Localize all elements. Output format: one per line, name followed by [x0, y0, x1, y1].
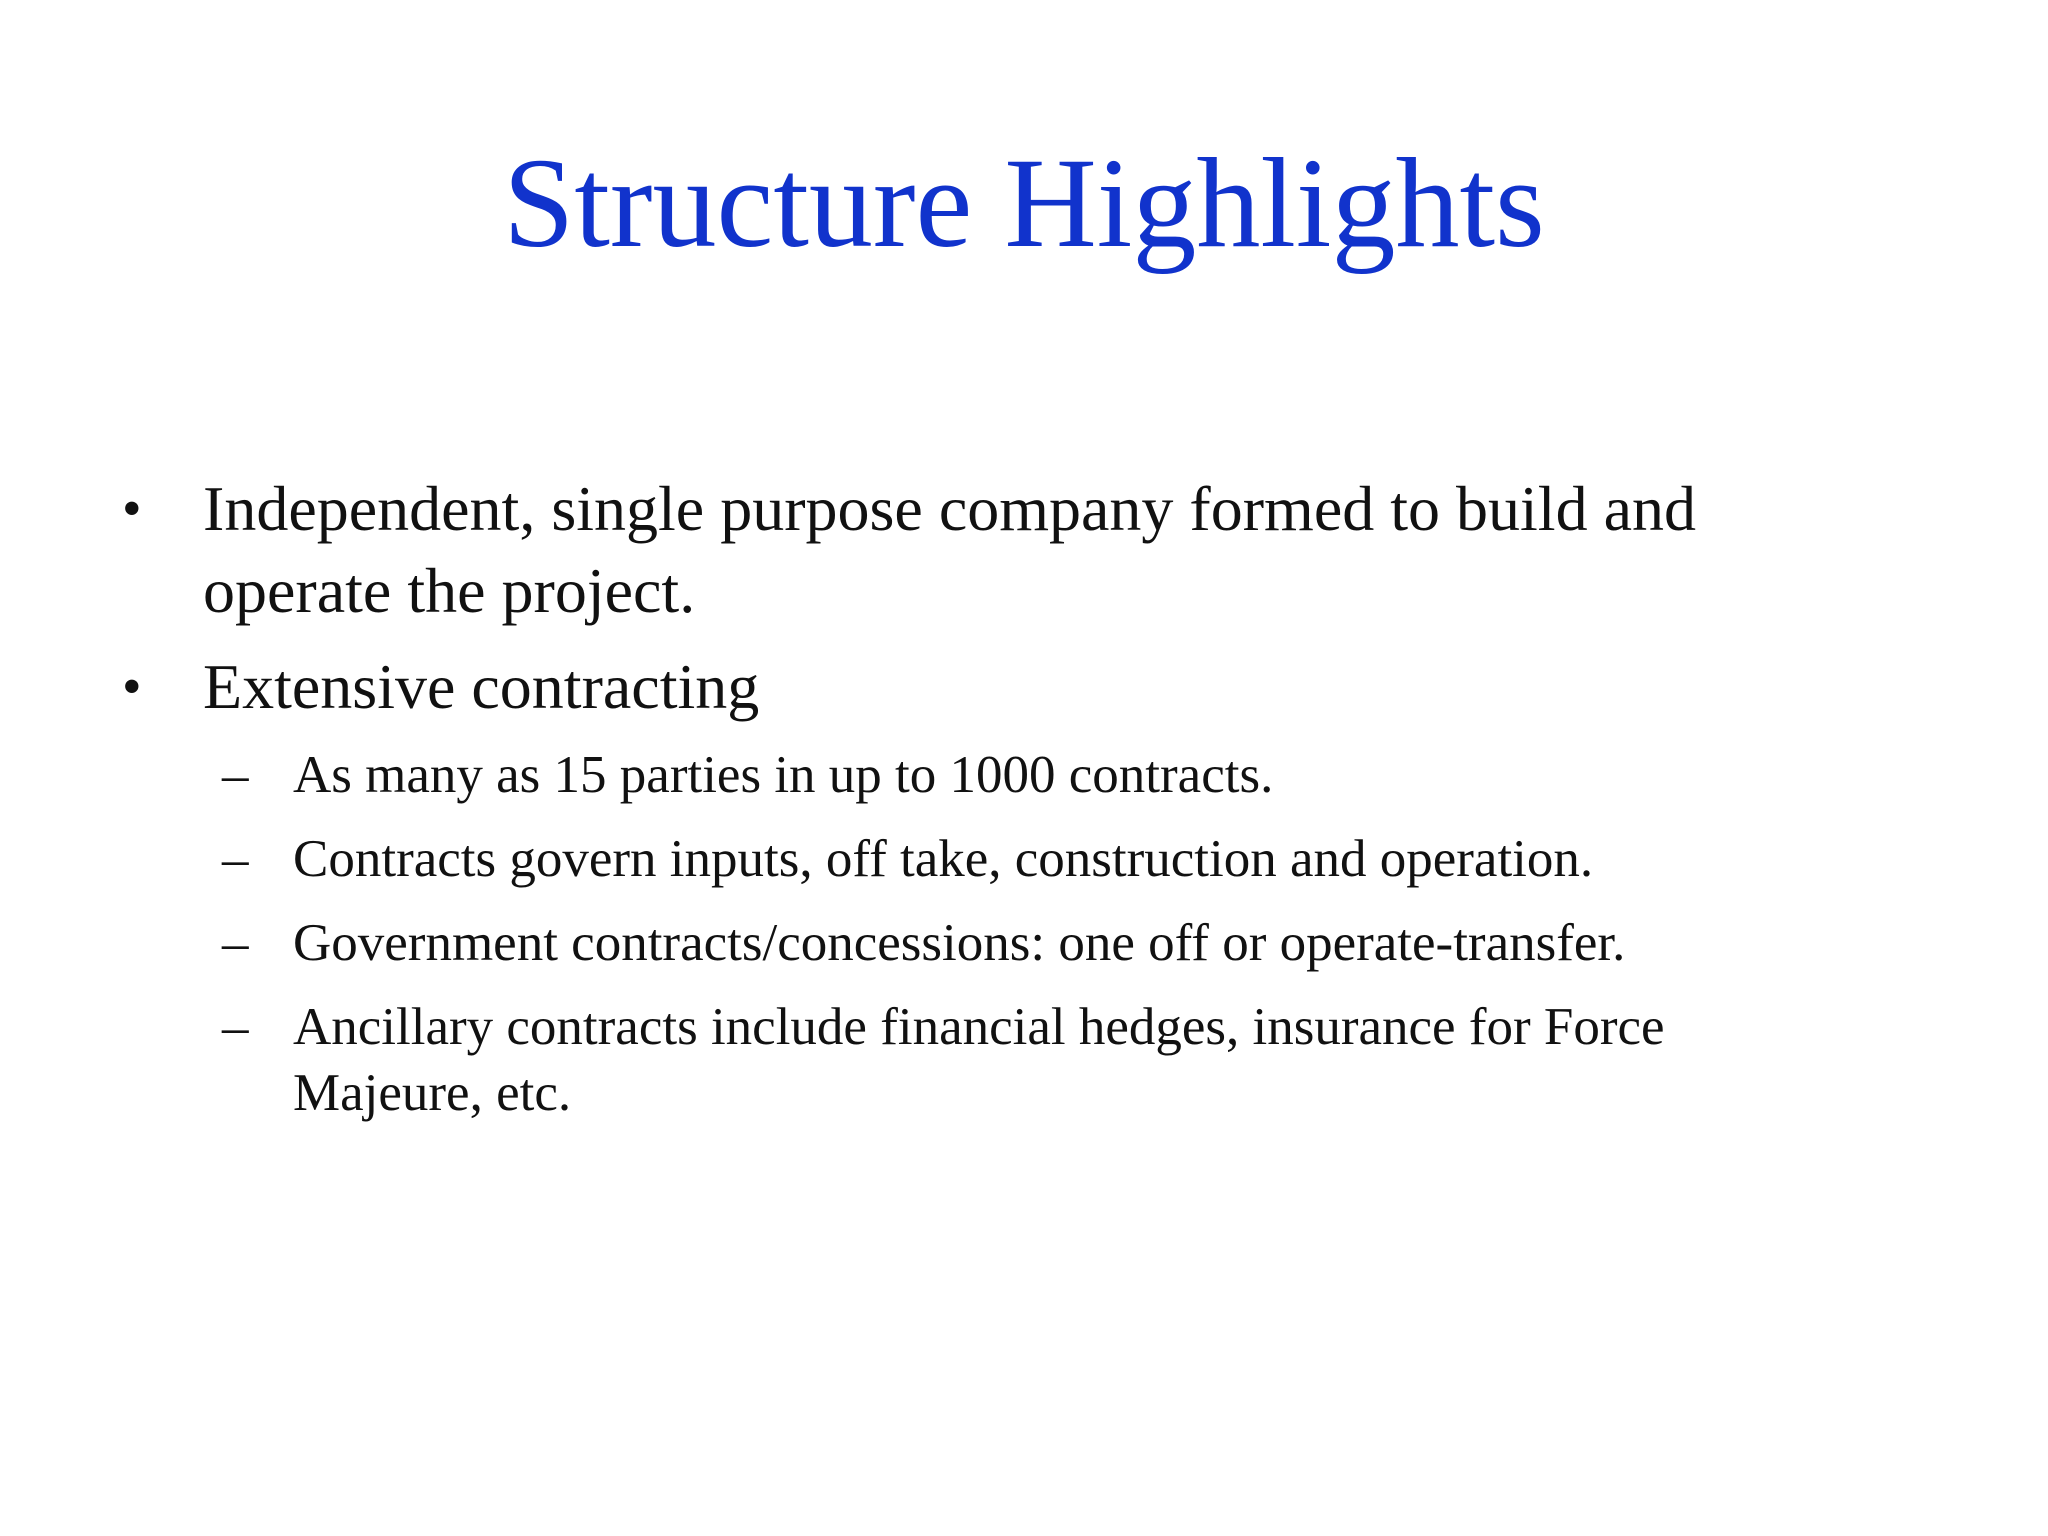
bullet-dot-icon: •	[122, 656, 142, 718]
bullet-text: Independent, single purpose company formed to build and operate the project.	[203, 473, 1696, 626]
dash-icon: –	[222, 830, 249, 888]
dash-icon: –	[222, 998, 249, 1056]
sub-bullet-text: Ancillary contracts include financial hedges, insurance for Force Majeure, etc.	[293, 998, 1665, 1122]
bullet-dot-icon: •	[122, 478, 142, 540]
sub-bullet-text: Government contracts/concessions: one off or operate-transfer.	[293, 914, 1626, 972]
sub-bullet-list	[0, 742, 2048, 1126]
sub-bullet-text: As many as 15 parties in up to 1000 contracts.	[293, 746, 1274, 804]
sub-bullet-group	[0, 742, 2048, 1126]
bullet-item	[0, 646, 1843, 728]
sub-bullet-item	[0, 910, 1833, 976]
dash-icon: –	[222, 914, 249, 972]
sub-bullet-text: Contracts govern inputs, off take, construction and operation.	[293, 830, 1594, 888]
bullet-text: Extensive contracting	[203, 651, 760, 722]
bullet-item	[0, 468, 1843, 632]
sub-bullet-item	[0, 826, 1833, 892]
sub-bullet-item	[0, 994, 1833, 1126]
bullet-list	[0, 468, 2048, 1144]
slide-title: Structure Highlights	[503, 132, 1545, 274]
dash-icon: –	[222, 746, 249, 804]
sub-bullet-item	[0, 742, 1833, 808]
